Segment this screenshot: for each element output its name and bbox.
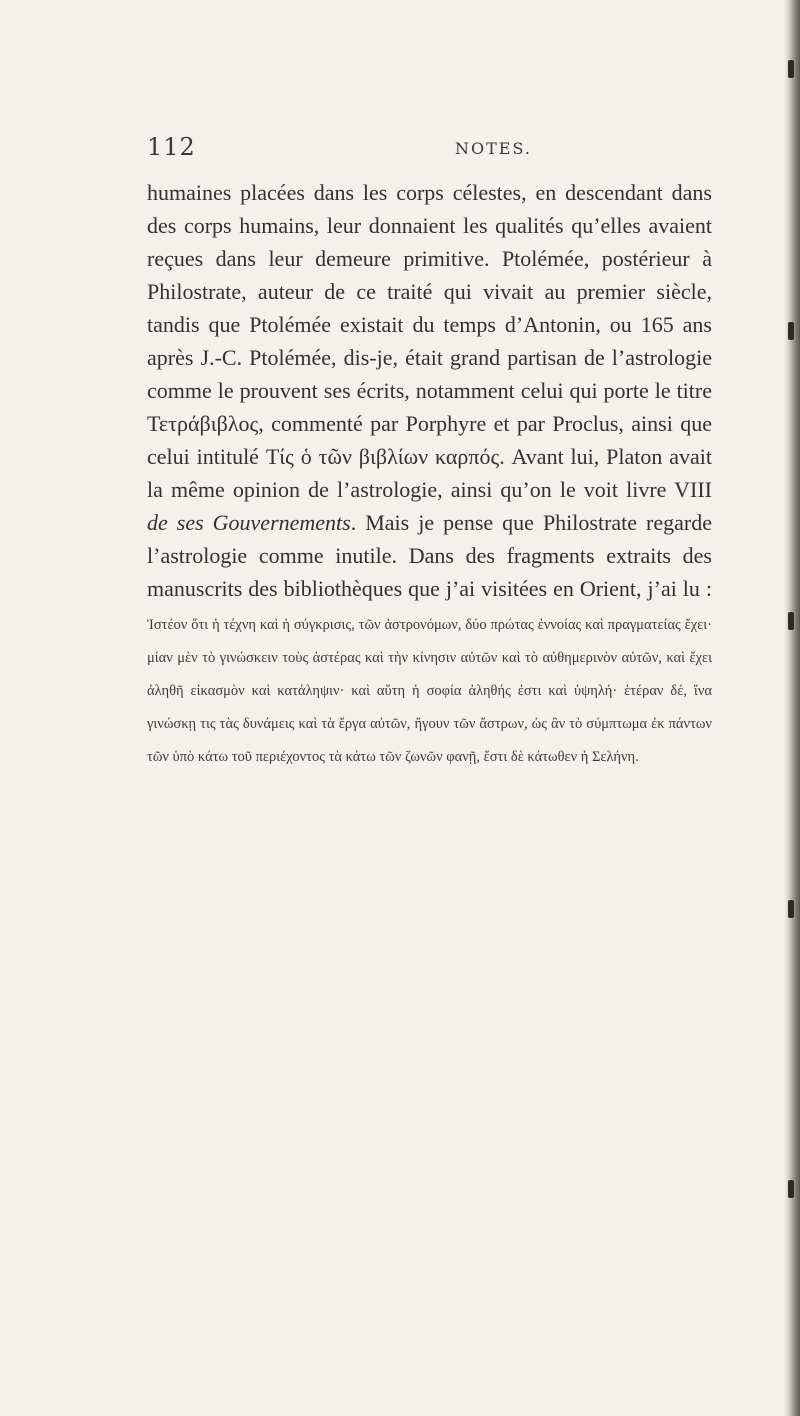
page-edge-mark — [788, 322, 794, 340]
page-edge-mark — [788, 1180, 794, 1198]
page-edge-mark — [788, 60, 794, 78]
running-head — [147, 133, 707, 173]
page-number: 112 — [147, 133, 196, 161]
greek-quotation: Ἰστέον ὅτι ἡ τέχνη καὶ ἡ σύγκρισις, τῶν ἀστρονόμων, δύο πρώτας ἐννοίας καὶ πραγματείας ἔχει· μίαν μὲν τὸ γινώσκειν τοὺς ἀστέρας καὶ τὴν κίνησιν αὐτῶν καὶ τὸ αὐθημερινὸν αὐτῶν, καὶ ἔχει ἀληθῆ εἰκασμὸν καὶ κατάληψιν· καὶ αὕτη ἡ σοφία ἀληθής ἐστι καὶ ὑψηλή· ἑτέραν δέ, ἵνα γινώσκῃ τις τὰς δυνάμεις καὶ τὰ ἔργα αὐτῶν, ἤγουν τῶν ἄστρων, ὡς ἂν τὸ σύμπτωμα ἐκ πάντων τῶν ὑπὸ κάτω τοῦ περιέχοντος τὰ κάτω τῶν ζωνῶν φανῇ, ἔστι δὲ κάτωθεν ἡ Σελήνη. — [147, 617, 712, 765]
notes-paragraph — [147, 176, 712, 770]
french-text-3: . Avant lui, Platon avait la même opinion de l’astrologie, ainsi qu’on le voit livre VIII — [147, 444, 712, 502]
french-text-4: . Mais je pense que Philostrate regarde l’astrologie comme inutile. Dans des fragments extraits des manuscrits des bibliothèques que j’ai visitées en Orient, j’ai lu : — [147, 510, 712, 601]
french-text-1: humaines placées dans les corps célestes, en descendant dans des corps humains, leur donnaient les qualités qu’elles avaient reçues dans leur demeure primitive. Ptolémée, postérieur à Philostrate, auteur de ce traité qui vivait au premier siècle, tandis que Ptolémée existait du temps d’Antonin, ou 165 ans après J.-C. Ptolémée, dis-je, était grand partisan de l’astrologie comme le prouvent ses écrits, notamment celui qui porte le titre — [147, 180, 712, 403]
greek-title-tis: Τίς ὁ τῶν βιβλίων καρπός — [265, 444, 500, 469]
french-text-2: , commenté par Porphyre et par Proclus, ainsi que celui intitulé — [147, 411, 712, 469]
page-edge-mark — [788, 900, 794, 918]
page-edge-shadow — [784, 0, 800, 1416]
notes-body — [147, 176, 712, 770]
italic-gouvernements: de ses Gouvernements — [147, 510, 351, 535]
greek-title-tetrabiblos: Τετράβιβλος — [147, 411, 259, 436]
running-title: NOTES. — [455, 139, 532, 158]
page-edge-mark — [788, 612, 794, 630]
